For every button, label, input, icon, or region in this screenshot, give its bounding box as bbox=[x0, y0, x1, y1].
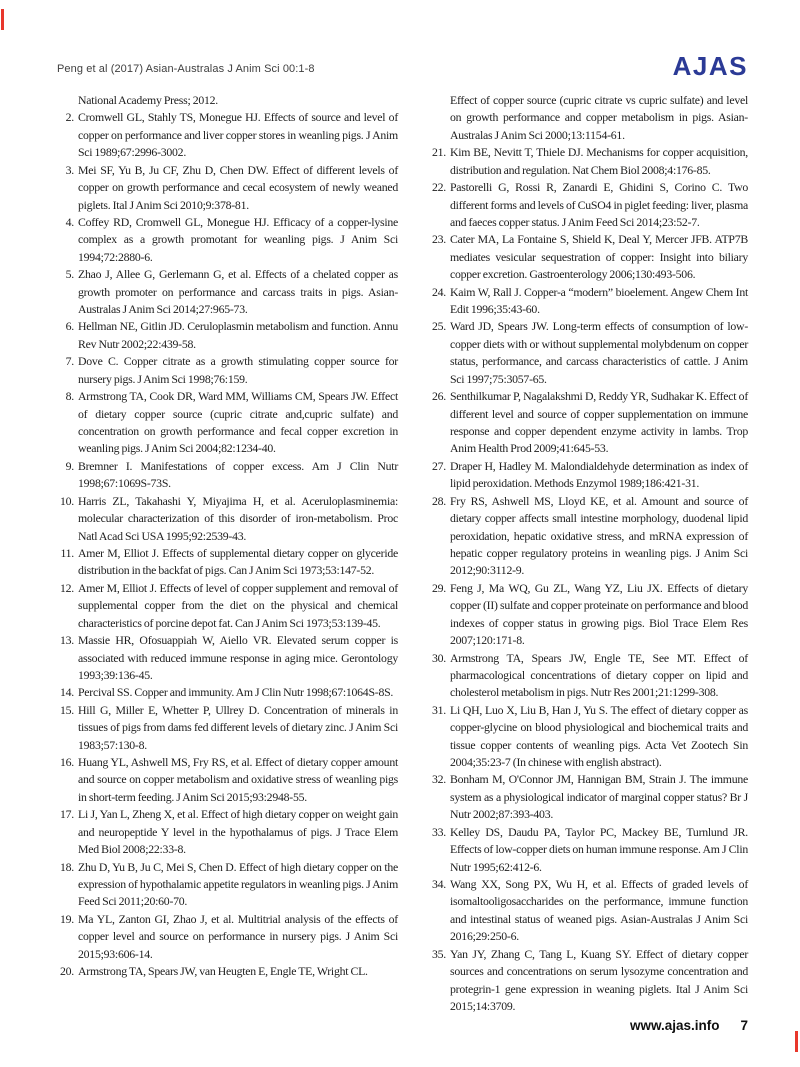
reference-text: Wang XX, Song PX, Wu H, et al. Effects of graded levels of isomaltooligosaccharides on the performance, immune function and intestinal status of weaned pigs. Asian-Australas J Anim Sci 2016;29:250-6. bbox=[450, 876, 748, 944]
reference-number: 10. bbox=[60, 493, 74, 508]
reference-text: Massie HR, Ofosuappiah W, Aiello VR. Elevated serum copper is associated with reduced immune response in aging mice. Gerontology 1993;39:136-45. bbox=[78, 633, 398, 682]
reference-number: 24. bbox=[432, 284, 446, 299]
reference-text: Bremner I. Manifestations of copper excess. Am J Clin Nutr 1998;67:1069S-73S. bbox=[78, 458, 398, 491]
reference-item bbox=[424, 702, 748, 772]
reference-text: Ward JD, Spears JW. Long-term effects of consumption of low-copper diets with or without supplemental molybdenum on copper status, performance, and carcass characteristics of cattle. J Anim Sci 1997;75:3057-65. bbox=[450, 319, 748, 386]
reference-number: 23. bbox=[432, 232, 446, 247]
reference-item bbox=[52, 388, 398, 458]
reference-number: 18. bbox=[60, 859, 74, 874]
reference-number: 9. bbox=[65, 458, 74, 473]
reference-text: Li QH, Luo X, Liu B, Han J, Yu S. The effect of dietary copper as copper-glycine on blood physiological and biochemical traits and tissue copper contents of weanling pigs. Acta Vet Zootech Sin 2004;35:23-7 (In chinese with english abstract). bbox=[450, 702, 748, 770]
reference-item bbox=[424, 650, 748, 702]
reference-item bbox=[52, 214, 398, 266]
reference-text: Dove C. Copper citrate as a growth stimulating copper source for nursery pigs. J Anim Sci 1998;76:159. bbox=[78, 354, 398, 386]
reference-text: Zhao J, Allee G, Gerlemann G, et al. Effects of a chelated copper as growth promoter on performance and carcass traits in pigs. Asian-Australas J Anim Sci 2014;27:965-73. bbox=[78, 267, 398, 317]
reference-item bbox=[424, 493, 748, 580]
reference-text: Pastorelli G, Rossi R, Zanardi E, Ghidini S, Corino C. Two different forms and levels of CuSO4 in piglet feeding: liver, plasma and faeces copper status. J Anim Feed Sci 2014;23:52-7. bbox=[450, 180, 748, 229]
reference-number: 33. bbox=[432, 824, 446, 839]
reference-text: Armstrong TA, Cook DR, Ward MM, Williams CM, Spears JW. Effect of dietary copper source (cupric citrate and,cupric sulfate) and concentration on growth performance and fecal copper excretion in weanling pigs. J Anim Sci 2004;82:1234-40. bbox=[78, 389, 398, 456]
crop-mark-bottom-right bbox=[795, 1031, 798, 1052]
reference-text: Kelley DS, Daudu PA, Taylor PC, Mackey BE, Turnlund JR. Effects of low-copper diets on human immune response. Am J Clin Nutr 1995;62:412-6. bbox=[450, 824, 748, 874]
reference-number: 13. bbox=[60, 633, 74, 648]
reference-item bbox=[424, 92, 748, 144]
reference-number: 21. bbox=[432, 145, 446, 160]
references-column-right bbox=[424, 92, 748, 1015]
reference-item bbox=[424, 231, 748, 283]
reference-text: Armstrong TA, Spears JW, Engle TE, See MT. Effect of pharmacological concentrations of dietary copper on lipid and cholesterol metabolism in pigs. Nutr Res 2001;21:1299-308. bbox=[450, 650, 748, 700]
reference-item bbox=[52, 458, 398, 493]
reference-text: Bonham M, O'Connor JM, Hannigan BM, Strain J. The immune system as a physiological indicator of marginal copper status? Br J Nutr 2002;87:393-403. bbox=[450, 772, 748, 822]
reference-item bbox=[52, 963, 398, 980]
reference-number: 20. bbox=[60, 964, 74, 979]
reference-item bbox=[52, 162, 398, 214]
reference-item bbox=[52, 859, 398, 911]
running-head-citation: Peng et al (2017) Asian-Australas J Anim Sci 00:1-8 bbox=[57, 63, 315, 75]
reference-number: 16. bbox=[60, 755, 74, 770]
reference-number: 30. bbox=[432, 650, 446, 665]
reference-number: 28. bbox=[432, 493, 446, 508]
reference-number: 12. bbox=[60, 580, 74, 595]
reference-item bbox=[424, 318, 748, 388]
reference-text: Ma YL, Zanton GI, Zhao J, et al. Multitrial analysis of the effects of copper level and source on performance in nursery pigs. J Anim Sci 2015;93:606-14. bbox=[78, 911, 398, 961]
reference-text: Mei SF, Yu B, Ju CF, Zhu D, Chen DW. Effect of different levels of copper on growth performance and cecal ecosystem of newly weaned piglets. Ital J Anim Sci 2010;9:378-81. bbox=[78, 162, 398, 212]
reference-item bbox=[424, 771, 748, 823]
reference-number: 6. bbox=[65, 319, 74, 334]
reference-number: 29. bbox=[432, 580, 446, 595]
reference-item bbox=[52, 545, 398, 580]
references-column-left bbox=[52, 92, 398, 981]
page-number: 7 bbox=[740, 1018, 748, 1033]
reference-number: 25. bbox=[432, 319, 446, 334]
reference-item bbox=[424, 284, 748, 319]
reference-number: 14. bbox=[60, 685, 74, 700]
crop-mark-top-left bbox=[1, 9, 4, 30]
reference-item bbox=[424, 144, 748, 179]
reference-number: 31. bbox=[432, 702, 446, 717]
reference-text: Kaim W, Rall J. Copper-a “modern” bioelement. Angew Chem Int Edit 1996;35:43-60. bbox=[450, 284, 748, 317]
reference-text: Effect of copper source (cupric citrate vs cupric sulfate) and level on growth performance and copper metabolism in pigs. Asian-Australas J Anim Sci 2000;13:1154-61. bbox=[450, 93, 748, 142]
reference-number: 35. bbox=[432, 946, 446, 961]
reference-number: 2. bbox=[65, 110, 74, 125]
reference-text: Fry RS, Ashwell MS, Lloyd KE, et al. Amount and source of dietary copper affects small intestine morphology, duodenal lipid peroxidation, hepatic oxidative stress, and mRNA expression of hepatic copper regulatory proteins in weanling pigs. J Anim Sci 2012;90:3112-9. bbox=[450, 493, 748, 578]
reference-text: Hill G, Miller E, Whetter P, Ullrey D. Concentration of minerals in tissues of pigs from dams fed different levels of dietary zinc. J Anim Sci 1983;57:130-8. bbox=[78, 702, 398, 752]
reference-item bbox=[52, 684, 398, 701]
reference-text: Harris ZL, Takahashi Y, Miyajima H, et al. Aceruloplasminemia: molecular characterization of this disorder of iron-metabolism. Proc Natl Acad Sci USA 1995;92:2539-43. bbox=[78, 493, 398, 543]
reference-number: 27. bbox=[432, 458, 446, 473]
reference-text: Percival SS. Copper and immunity. Am J Clin Nutr 1998;67:1064S-8S. bbox=[78, 685, 394, 700]
reference-text: Amer M, Elliot J. Effects of level of copper supplement and removal of supplemental copper from the diet on the physical and chemical characteristics of porcine depot fat. Can J Anim Sci 1973;53:139-45. bbox=[78, 580, 398, 630]
reference-text: Huang YL, Ashwell MS, Fry RS, et al. Effect of dietary copper amount and source on copper metabolism and oxidative stress of weanling pigs in short-term feeding. J Anim Sci 2015;93:2948-55. bbox=[78, 755, 398, 804]
reference-item bbox=[424, 388, 748, 458]
reference-text: Armstrong TA, Spears JW, van Heugten E, Engle TE, Wright CL. bbox=[78, 964, 368, 979]
reference-item bbox=[424, 876, 748, 946]
reference-item bbox=[52, 266, 398, 318]
reference-text: Senthilkumar P, Nagalakshmi D, Reddy YR, Sudhakar K. Effect of different level and source of copper supplementation on immune response and copper dependent enzyme activity in lambs. Trop Anim Health Prod 2009;41:645-53. bbox=[450, 389, 748, 456]
reference-text: Cromwell GL, Stahly TS, Monegue HJ. Effects of source and level of copper on performance and liver copper stores in weanling pigs. J Anim Sci 1989;67:2996-3002. bbox=[78, 110, 398, 160]
reference-item bbox=[424, 580, 748, 650]
reference-number: 11. bbox=[60, 545, 74, 560]
reference-text: Li J, Yan L, Zheng X, et al. Effect of high dietary copper on weight gain and neuropeptide Y level in the hypothalamus of pigs. J Trace Elem Med Biol 2008;22:33-8. bbox=[78, 807, 398, 857]
reference-number: 15. bbox=[60, 702, 74, 717]
reference-item bbox=[424, 824, 748, 876]
reference-number: 34. bbox=[432, 876, 446, 891]
reference-number: 7. bbox=[65, 354, 74, 369]
reference-number: 26. bbox=[432, 389, 446, 404]
reference-item bbox=[52, 580, 398, 632]
reference-text: Yan JY, Zhang C, Tang L, Kuang SY. Effect of dietary copper sources and concentrations on serum lysozyme concentration and protegrin-1 gene expression in weaning piglets. Ital J Anim Sci 2015;14:3709. bbox=[450, 946, 748, 1013]
reference-item bbox=[424, 179, 748, 231]
reference-item bbox=[52, 911, 398, 963]
reference-text: Coffey RD, Cromwell GL, Monegue HJ. Efficacy of a copper-lysine complex as a growth promotant for weanling pigs. J Anim Sci 1994;72:2880-6. bbox=[78, 214, 398, 264]
reference-text: Feng J, Ma WQ, Gu ZL, Wang YZ, Liu JX. Effects of dietary copper (II) sulfate and copper proteinate on performance and blood indexes of copper status in growing pigs. Biol Trace Elem Res 2007;120:171-8. bbox=[450, 580, 748, 648]
page-footer bbox=[630, 1018, 748, 1033]
reference-number: 4. bbox=[65, 214, 74, 229]
reference-text: National Academy Press; 2012. bbox=[78, 93, 218, 107]
reference-item bbox=[424, 458, 748, 493]
reference-item bbox=[52, 493, 398, 545]
reference-item bbox=[52, 109, 398, 161]
reference-text: Kim BE, Nevitt T, Thiele DJ. Mechanisms for copper acquisition, distribution and regulation. Nat Chem Biol 2008;4:176-85. bbox=[450, 145, 748, 177]
ajas-logo: AJAS bbox=[672, 51, 748, 81]
reference-number: 8. bbox=[65, 389, 74, 404]
reference-item bbox=[52, 806, 398, 858]
reference-number: 32. bbox=[432, 772, 446, 787]
reference-number: 22. bbox=[432, 180, 446, 195]
reference-item bbox=[52, 353, 398, 388]
reference-text: Draper H, Hadley M. Malondialdehyde determination as index of lipid peroxidation. Methods Enzymol 1989;186:421-31. bbox=[450, 458, 748, 491]
reference-text: Zhu D, Yu B, Ju C, Mei S, Chen D. Effect of high dietary copper on the expression of hypothalamic appetite regulators in weanling pigs. J Anim Feed Sci 2011;20:60-70. bbox=[78, 859, 398, 909]
reference-text: Amer M, Elliot J. Effects of supplemental dietary copper on glyceride distribution in the backfat of pigs. Can J Anim Sci 1973;53:147-52. bbox=[78, 545, 398, 578]
reference-number: 5. bbox=[65, 267, 74, 282]
reference-number: 3. bbox=[65, 162, 74, 177]
reference-item bbox=[52, 632, 398, 684]
journal-website-link[interactable]: www.ajas.info bbox=[629, 1018, 720, 1033]
reference-item bbox=[52, 754, 398, 806]
reference-number: 19. bbox=[60, 911, 74, 926]
reference-item bbox=[52, 702, 398, 754]
reference-number: 17. bbox=[60, 807, 74, 822]
reference-text: Cater MA, La Fontaine S, Shield K, Deal Y, Mercer JFB. ATP7B mediates vesicular sequestration of copper: Insight into biliary copper excretion. Gastroenterology 2006;130:493-506. bbox=[450, 232, 748, 282]
reference-text: Hellman NE, Gitlin JD. Ceruloplasmin metabolism and function. Annu Rev Nutr 2002;22:439-58. bbox=[78, 319, 398, 351]
reference-item bbox=[424, 946, 748, 1016]
reference-item bbox=[52, 92, 398, 109]
reference-item bbox=[52, 318, 398, 353]
